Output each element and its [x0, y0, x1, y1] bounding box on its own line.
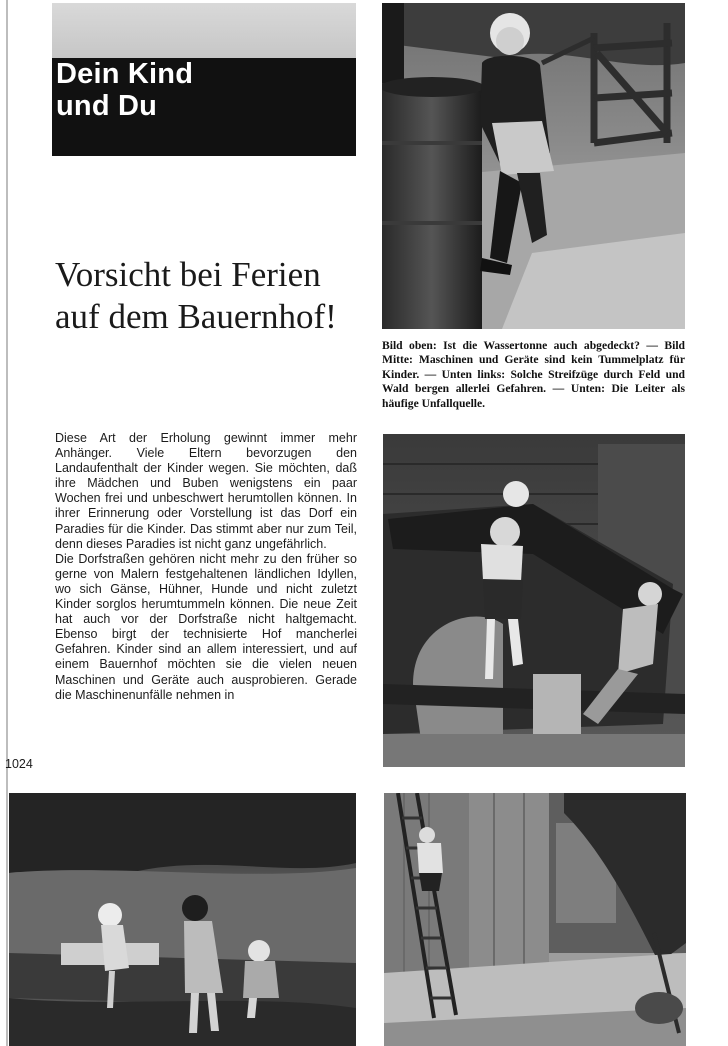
- page-edge-line: [6, 0, 8, 1046]
- body-paragraph: Die Dorfstraßen gehören nicht mehr zu den früher so gerne von Malern festgehaltenen ländlichen Idyllen, wo sich Gänse, Hühner, Hunde und nicht zuletzt Kinder sorglos herumtummeln können. Die neue Zeit hat auch vor der Dorfstraße nicht haltgemacht. Ebenso birgt der technisierte Hof mancherlei Gefahren. Kinder sind an allem interessiert, und auf einem Bauernhof möchten sie die vielen neuen Maschinen und Geräte auch ausprobieren. Gerade die Maschinenunfälle nehmen in: [55, 551, 357, 702]
- headline-line1: Vorsicht bei Ferien: [55, 255, 321, 294]
- photo-caption: Bild oben: Ist die Wassertonne auch abgedeckt? — Bild Mitte: Maschinen und Geräte sind kein Tummelplatz für Kinder. — Unten links: Solche Streifzüge durch Feld und Wald bergen allerlei Gefahren. — Unten: Die Leiter als häufige Unfallquelle.: [382, 339, 685, 410]
- section-title-line2: und Du: [56, 90, 158, 122]
- body-paragraph: Diese Art der Erholung gewinnt immer mehr Anhänger. Viele Eltern bevorzugen den Landaufenthalt der Kinder wegen. Sie möchten, daß ihre Mädchen und Buben wenigstens ein paar Wochen frei und unbeschwert herumtollen können. In ihrer Erinnerung oder Vorstellung ist das Dorf ein Paradies für die Kinder. Das stimmt aber nur zum Teil, denn dieses Paradies ist nicht ganz ungefährlich.: [55, 431, 357, 551]
- headline-line2: auf dem Bauernhof!: [55, 297, 337, 336]
- photo-children-on-machine: [383, 434, 685, 767]
- photo-children-in-pond: [9, 793, 356, 1046]
- article-body: [55, 431, 357, 703]
- section-title: [56, 58, 193, 122]
- photo-child-on-water-barrel: [382, 3, 685, 329]
- article-headline: [55, 254, 337, 338]
- photo-child-on-ladder: [384, 793, 686, 1046]
- header-gray-band: [52, 3, 356, 58]
- section-title-line1: Dein Kind: [56, 58, 194, 90]
- page-number: 1024: [5, 757, 33, 771]
